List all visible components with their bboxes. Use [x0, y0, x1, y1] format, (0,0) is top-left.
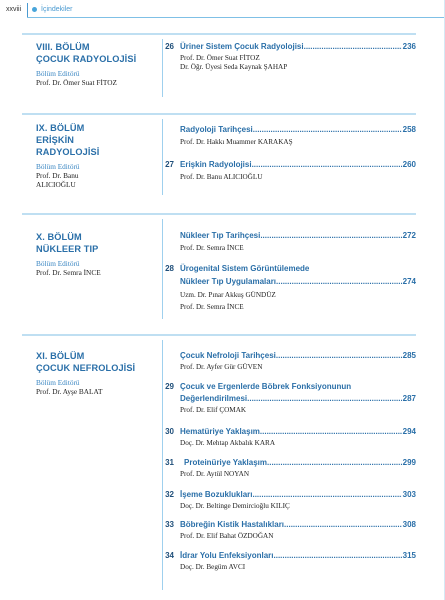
- toc-entry[interactable]: [156, 381, 416, 421]
- entry-author: Prof. Dr. Elif ÇOMAK: [180, 406, 247, 414]
- page-ref: 287: [402, 394, 416, 403]
- page-ref: 236: [402, 42, 416, 51]
- page-ref: 294: [402, 427, 416, 436]
- editor-name: Prof. Dr. Ömer Suat FİTOZ: [36, 78, 117, 87]
- dot-leader: [252, 489, 401, 500]
- entry-author: Prof. Dr. Hakkı Muammer KARAKAŞ: [180, 138, 293, 146]
- editor-name: Prof. Dr. Ayşe BALAT: [36, 387, 103, 396]
- entry-author: Prof. Dr. Banu ALICIOĞLU: [180, 173, 263, 181]
- toc-entry[interactable]: [156, 426, 416, 450]
- dot-leader: [253, 124, 402, 135]
- part-number: X. BÖLÜM: [36, 232, 82, 242]
- entry-title-line: [180, 41, 416, 52]
- toc-entry[interactable]: [156, 457, 416, 481]
- bullet-icon: [32, 7, 37, 12]
- entry-title: Ürogenital Sistem Görüntülemede: [180, 264, 310, 273]
- entry-author: Doç. Dr. Begüm AVCI: [180, 563, 246, 571]
- part-title: RADYOLOJİSİ: [36, 147, 100, 157]
- dot-leader: [274, 550, 402, 561]
- entry-title-line: [180, 550, 416, 561]
- dot-leader: [252, 159, 402, 170]
- entry-title: İdrar Yolu Enfeksiyonları: [180, 551, 274, 560]
- chapter-number: 32: [165, 490, 174, 499]
- editor-label: Bölüm Editörü: [36, 69, 80, 78]
- chapter-number: 28: [165, 264, 174, 273]
- part-info: [36, 122, 160, 189]
- entry-title: Çocuk Nefroloji Tarihçesi: [180, 351, 276, 360]
- entry-title-line: [180, 426, 416, 437]
- page-ref: 308: [402, 520, 416, 529]
- chapter-number: 27: [165, 160, 174, 169]
- entry-title: Çocuk ve Ergenlerde Böbrek Fonksiyonunun: [180, 382, 352, 391]
- editor-name: Prof. Dr. Banu: [36, 171, 79, 180]
- entry-title: Nükleer Tıp Tarihçesi: [180, 231, 261, 240]
- toc-entry[interactable]: [156, 159, 416, 183]
- entry-title: Radyoloji Tarihçesi: [180, 125, 253, 134]
- entry-author: Doç. Dr. Beltinge Demircioğlu KILIÇ: [180, 502, 290, 510]
- entry-author: Prof. Dr. Elif Bahat ÖZDOĞAN: [180, 532, 274, 540]
- entry-author: Prof. Dr. Ömer Suat FİTOZ: [180, 54, 260, 62]
- part-rule: [22, 33, 416, 35]
- editor-label: Bölüm Editörü: [36, 259, 80, 268]
- header-rule: [27, 17, 445, 18]
- chapter-number: 26: [165, 42, 174, 51]
- entry-title: İşeme Bozuklukları: [180, 490, 253, 499]
- toc-entry[interactable]: [156, 489, 416, 513]
- editor-label: Bölüm Editörü: [36, 378, 80, 387]
- page-header: [0, 0, 445, 22]
- part-title: ÇOCUK NEFROLOJİSİ: [36, 363, 136, 373]
- part-section: [22, 113, 416, 203]
- entry-title-line: [180, 457, 416, 468]
- dot-leader: [276, 350, 402, 361]
- part-rule: [22, 213, 416, 215]
- entry-title-line: [180, 276, 416, 287]
- entry-title: Hematüriye Yaklaşım: [180, 427, 260, 436]
- entry-title-line: [180, 230, 416, 241]
- toc-entry[interactable]: [156, 350, 416, 374]
- part-number: VIII. BÖLÜM: [36, 42, 90, 52]
- chapter-number: 31: [165, 458, 174, 467]
- dot-leader: [276, 276, 402, 287]
- entry-title-line: [180, 519, 416, 530]
- part-info: [36, 231, 160, 277]
- part-section: [22, 213, 416, 323]
- toc-entry[interactable]: [156, 41, 416, 75]
- dot-leader: [247, 393, 402, 404]
- chapter-number: 30: [165, 427, 174, 436]
- entry-author: Prof. Dr. Semra İNCE: [180, 303, 244, 311]
- dot-leader: [284, 519, 402, 530]
- entry-author: Dr. Öğr. Üyesi Seda Kaynak ŞAHAP: [180, 63, 288, 71]
- chapter-number: 33: [165, 520, 174, 529]
- part-info: [36, 41, 160, 87]
- entry-title-line: [180, 350, 416, 361]
- page-ref: 303: [402, 490, 416, 499]
- part-section: [22, 33, 416, 103]
- entry-title: Değerlendirilmesi: [180, 394, 248, 403]
- entry-title: Üriner Sistem Çocuk Radyolojisi: [180, 42, 304, 51]
- part-title: NÜKLEER TIP: [36, 244, 99, 254]
- dot-leader: [304, 41, 402, 52]
- running-title: İçindekiler: [41, 6, 73, 13]
- page-ref: 274: [402, 277, 416, 286]
- page-ref: 258: [402, 125, 416, 134]
- editor-name: ALICIOĞLU: [36, 180, 76, 189]
- entry-title: Böbreğin Kistik Hastalıkları: [180, 520, 285, 529]
- entry-title-line: [180, 393, 416, 404]
- dot-leader: [260, 230, 401, 241]
- header-divider: [27, 3, 28, 17]
- entry-title-line: [180, 159, 416, 170]
- chapter-number: 29: [165, 382, 174, 391]
- entry-title-line: [180, 489, 416, 500]
- chapter-number: 34: [165, 551, 174, 560]
- dot-leader: [267, 457, 402, 468]
- part-number: IX. BÖLÜM: [36, 123, 85, 133]
- page-ref: 285: [402, 351, 416, 360]
- part-rule: [22, 334, 416, 336]
- entry-author: Doç. Dr. Mehtap Akbalık KARA: [180, 439, 276, 447]
- editor-label: Bölüm Editörü: [36, 162, 80, 171]
- toc-entry[interactable]: [156, 124, 416, 148]
- entry-title: Erişkin Radyolojisi: [180, 160, 252, 169]
- entry-title-line: [180, 263, 416, 274]
- entry-author: Prof. Dr. Ayfer Gür GÜVEN: [180, 363, 263, 371]
- entry-author: Uzm. Dr. Pınar Akkuş GÜNDÜZ: [180, 291, 276, 299]
- toc-entry[interactable]: [156, 230, 416, 254]
- editor-name: Prof. Dr. Semra İNCE: [36, 268, 101, 277]
- entry-title-line: [180, 124, 416, 135]
- dot-leader: [260, 426, 402, 437]
- page-ref: 272: [402, 231, 416, 240]
- entry-title-line: [180, 381, 416, 392]
- part-title: ÇOCUK RADYOLOJİSİ: [36, 54, 137, 64]
- page-ref: 260: [402, 160, 416, 169]
- part-number: XI. BÖLÜM: [36, 351, 85, 361]
- entry-title: Proteinüriye Yaklaşım: [184, 458, 268, 467]
- part-rule: [22, 113, 416, 115]
- toc-entry[interactable]: [156, 263, 416, 315]
- page-ref: 315: [402, 551, 416, 560]
- part-title: ERİŞKİN: [36, 135, 74, 145]
- entry-author: Prof. Dr. Semra İNCE: [180, 244, 244, 252]
- page-number: xxviii: [6, 6, 22, 13]
- entry-title: Nükleer Tıp Uygulamaları: [180, 277, 277, 286]
- toc-entry[interactable]: [156, 519, 416, 543]
- part-section: [22, 334, 416, 592]
- entry-author: Prof. Dr. Aytül NOYAN: [180, 470, 250, 478]
- toc-entry[interactable]: [156, 550, 416, 574]
- part-info: [36, 350, 160, 396]
- page-ref: 299: [402, 458, 416, 467]
